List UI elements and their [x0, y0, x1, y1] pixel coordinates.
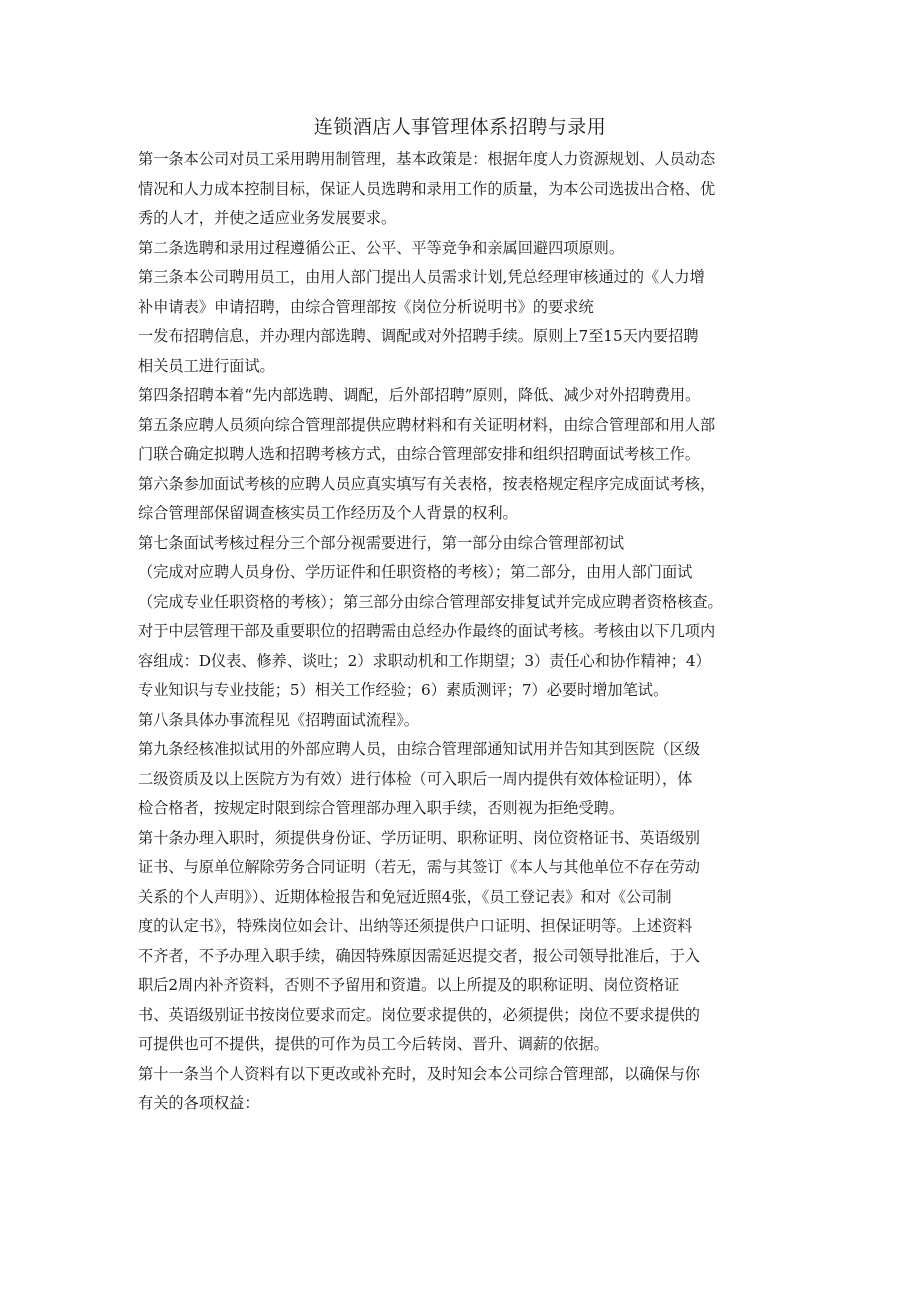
text-line: 对于中层管理干部及重要职位的招聘需由总经办作最终的面试考核。考核由以下几项内	[138, 622, 716, 640]
document-title: 连锁酒店人事管理体系招聘与录用	[313, 116, 607, 138]
text-line: 秀的人才，并使之适应业务发展要求。	[138, 209, 397, 227]
text-line: 关系的个人声明》）、近期体检报告和免冠近照4张，《员工登记表》和对《公司制	[138, 887, 672, 906]
text-line: 情况和人力成本控制目标，保证人员选聘和录用工作的质量，为本公司选拔出合格、优	[138, 179, 716, 198]
text-line: 第一条本公司对员工采用聘用制管理，基本政策是：根据年度人力资源规划、人员动态	[138, 150, 716, 168]
text-line: 可提供也可不提供，提供的可作为员工今后转岗、晋升、调薪的依据。	[138, 1035, 609, 1053]
text-line: 职后2周内补齐资料，否则不予留用和资遣。以上所提及的职称证明、岗位资格证	[138, 976, 680, 994]
text-line: （完成对应聘人员身份、学历证件和任职资格的考核）；第二部分，由用人部门面试	[138, 563, 693, 581]
text-line: 综合管理部保留调查核实员工作经历及个人背景的权利。	[138, 504, 518, 522]
text-line: （完成专业任职资格的考核）；第三部分由综合管理部安排复试并完成应聘者资格核查。	[138, 592, 723, 611]
text-line: 不齐者，不予办理入职手续，确因特殊原因需延迟提交者，报公司领导批准后，于入	[138, 946, 700, 965]
text-line: 门联合确定拟聘人选和招聘考核方式，由综合管理部安排和组织招聘面试考核工作。	[138, 445, 700, 463]
text-line: 第八条具体办事流程见《招聘面试流程》。	[138, 710, 419, 729]
text-line: 第十条办理入职时，须提供身份证、学历证明、职称证明、岗位资格证书、英语级别	[138, 828, 700, 847]
text-line: 有关的各项权益：	[138, 1094, 260, 1112]
text-line: 检合格者，按规定时限到综合管理部办理入职手续，否则视为拒绝受聘。	[138, 799, 624, 817]
document-body	[138, 145, 798, 1119]
text-line: 第十一条当个人资料有以下更改或补充时，及时知会本公司综合管理部，以确保与你	[138, 1064, 700, 1083]
text-line: 证书、与原单位解除劳务合同证明（若无，需与其签订《本人与其他单位不存在劳动	[138, 858, 700, 876]
text-line: 第七条面试考核过程分三个部分视需要进行，第一部分由综合管理部初试	[138, 533, 624, 552]
text-line: 第六条参加面试考核的应聘人员应真实填写有关表格，按表格规定程序完成面试考核，	[138, 474, 716, 493]
text-line: 第九条经核准拟试用的外部应聘人员，由综合管理部通知试用并告知其到医院（区级	[138, 740, 700, 758]
text-line: 补申请表》申请招聘，由综合管理部按《岗位分析说明书》的要求统	[138, 297, 594, 316]
text-line: 容组成：D仪表、修养、谈吐；2）求职动机和工作期望；3）责任心和协作精神；4）	[138, 651, 711, 670]
text-line: 相关员工进行面试。	[138, 356, 275, 375]
text-line: 度的认定书》，特殊岗位如会计、出纳等还须提供户口证明、担保证明等。上述资料	[138, 917, 693, 935]
text-line: 第二条选聘和录用过程遵循公正、公平、平等竞争和亲属回避四项原则。	[138, 238, 624, 257]
text-line: 第五条应聘人员须向综合管理部提供应聘材料和有关证明材料，由综合管理部和用人部	[138, 415, 716, 434]
text-line: 书、英语级别证书按岗位要求而定。岗位要求提供的，必须提供；岗位不要求提供的	[138, 1005, 700, 1024]
text-line: 第四条招聘本着“先内部选聘、调配，后外部招聘”原则，降低、减少对外招聘费用。	[138, 386, 701, 404]
text-line: 第三条本公司聘用员工，由用人部门提出人员需求计划,凭总经理审核通过的《人力增	[138, 268, 705, 286]
text-line: 一发布招聘信息，并办理内部选聘、调配或对外招聘手续。原则上7至15天内要招聘	[138, 327, 699, 345]
text-line: 专业知识与专业技能；5）相关工作经验；6）素质测评；7）必要时增加笔试。	[138, 681, 669, 699]
text-line: 二级资质及以上医院方为有效）进行体检（可入职后一周内提供有效体检证明），体	[138, 769, 693, 788]
